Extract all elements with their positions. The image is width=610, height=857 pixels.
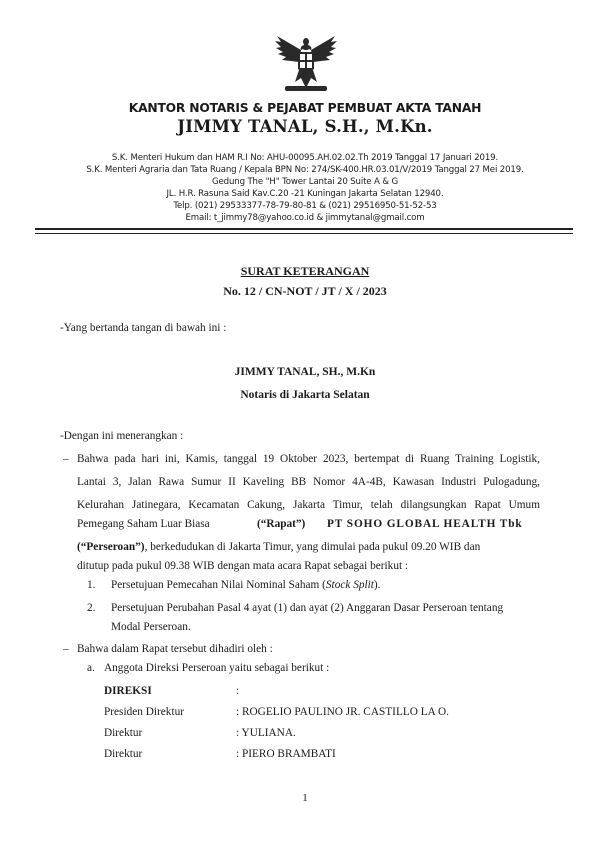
board-role: Direktur bbox=[104, 748, 143, 760]
paragraph-line: Lantai 3, Jalan Rawa Sumur II Kaveling BB Nomor 4A-4B, Kawasan Industri Pulogadung, bbox=[77, 476, 540, 488]
paragraph-text: , berkedudukan di Jakarta Timur, yang dimulai pada pukul 09.20 WIB dan bbox=[144, 541, 481, 553]
agenda-italic: Stock Split bbox=[325, 579, 374, 591]
board-colon: : bbox=[236, 685, 240, 697]
letterhead-line: Telp. (021) 29533377-78-79-80-81 & (021) 29516950-51-52-53 bbox=[173, 201, 437, 211]
agenda-text: Persetujuan Pemecahan Nilai Nominal Saham ( bbox=[111, 579, 326, 591]
company-name: PT SOHO GLOBAL HEALTH Tbk bbox=[327, 518, 523, 530]
paragraph-line: Bahwa dalam Rapat tersebut dihadiri oleh : bbox=[77, 643, 273, 655]
agenda-number: 1. bbox=[87, 579, 96, 591]
bullet-dash: – bbox=[63, 643, 69, 655]
letterhead-divider bbox=[35, 228, 573, 230]
letterhead-line: S.K. Menteri Agraria dan Tata Ruang / Kepala BPN No: 274/SK-400.HR.03.01/V/2019 Tanggal 27 Mei 2019. bbox=[86, 165, 524, 175]
notary-name: JIMMY TANAL, S.H., M.Kn. bbox=[177, 117, 433, 136]
sub-letter: a. bbox=[87, 662, 95, 674]
letterhead-line: S.K. Menteri Hukum dan HAM R.I No: AHU-00095.AH.02.02.Th 2019 Tanggal 17 Januari 2019. bbox=[111, 153, 499, 163]
paragraph-line: ditutup pada pukul 09.38 WIB dengan mata acara Rapat sebagai berikut : bbox=[77, 560, 409, 572]
board-member: : ROGELIO PAULINO JR. CASTILLO LA O. bbox=[236, 706, 449, 718]
agenda-item: Persetujuan Perubahan Pasal 4 ayat (1) dan ayat (2) Anggaran Dasar Perseroan tentang bbox=[111, 602, 504, 614]
paragraph-line: Bahwa pada hari ini, Kamis, tanggal 19 Oktober 2023, bertempat di Ruang Training Logistik, bbox=[77, 453, 540, 465]
paragraph-line bbox=[77, 541, 480, 553]
paragraph-line: Pemegang Saham Luar Biasa bbox=[77, 518, 210, 530]
garuda-emblem-icon bbox=[271, 32, 341, 94]
board-role: Direktur bbox=[104, 727, 143, 739]
page-number: 1 bbox=[302, 792, 308, 804]
signer-title: Notaris di Jakarta Selatan bbox=[240, 389, 370, 401]
office-title: KANTOR NOTARIS & PEJABAT PEMBUAT AKTA TANAH bbox=[128, 101, 482, 115]
board-heading: DIREKSI bbox=[104, 685, 152, 697]
board-member: : YULIANA. bbox=[236, 727, 296, 739]
bullet-dash: – bbox=[63, 453, 69, 465]
declaration-line: -Dengan ini menerangkan : bbox=[60, 430, 184, 442]
letterhead-line: Email: t_jimmy78@yahoo.co.id & jimmytanal@gmail.com bbox=[185, 213, 425, 223]
defined-term: (“Rapat”) bbox=[257, 518, 306, 530]
board-member: : PIERO BRAMBATI bbox=[236, 748, 336, 760]
opening-line: -Yang bertanda tangan di bawah ini : bbox=[60, 322, 227, 334]
letterhead-divider bbox=[35, 233, 573, 234]
signer-name: JIMMY TANAL, SH., M.Kn bbox=[234, 366, 376, 378]
sub-item: Anggota Direksi Perseroan yaitu sebagai berikut : bbox=[104, 662, 330, 674]
document-number: No. 12 / CN-NOT / JT / X / 2023 bbox=[223, 284, 387, 298]
letterhead-line: JL. H.R. Rasuna Said Kav.C.20 -21 Kuningan Jakarta Selatan 12940. bbox=[166, 189, 444, 199]
agenda-number: 2. bbox=[87, 602, 96, 614]
agenda-item-continued: Modal Perseroan. bbox=[111, 621, 191, 633]
board-role: Presiden Direktur bbox=[104, 706, 184, 718]
paragraph-line: Kelurahan Jatinegara, Kecamatan Cakung, Jakarta Timur, telah dilangsungkan Rapat Umum bbox=[77, 499, 540, 511]
document-title: SURAT KETERANGAN bbox=[240, 264, 370, 278]
defined-term: (“Perseroan”) bbox=[77, 541, 145, 553]
letterhead-line: Gedung The "H" Tower Lantai 20 Suite A & G bbox=[212, 177, 398, 187]
agenda-tail: ). bbox=[373, 579, 381, 591]
agenda-item bbox=[111, 579, 381, 591]
